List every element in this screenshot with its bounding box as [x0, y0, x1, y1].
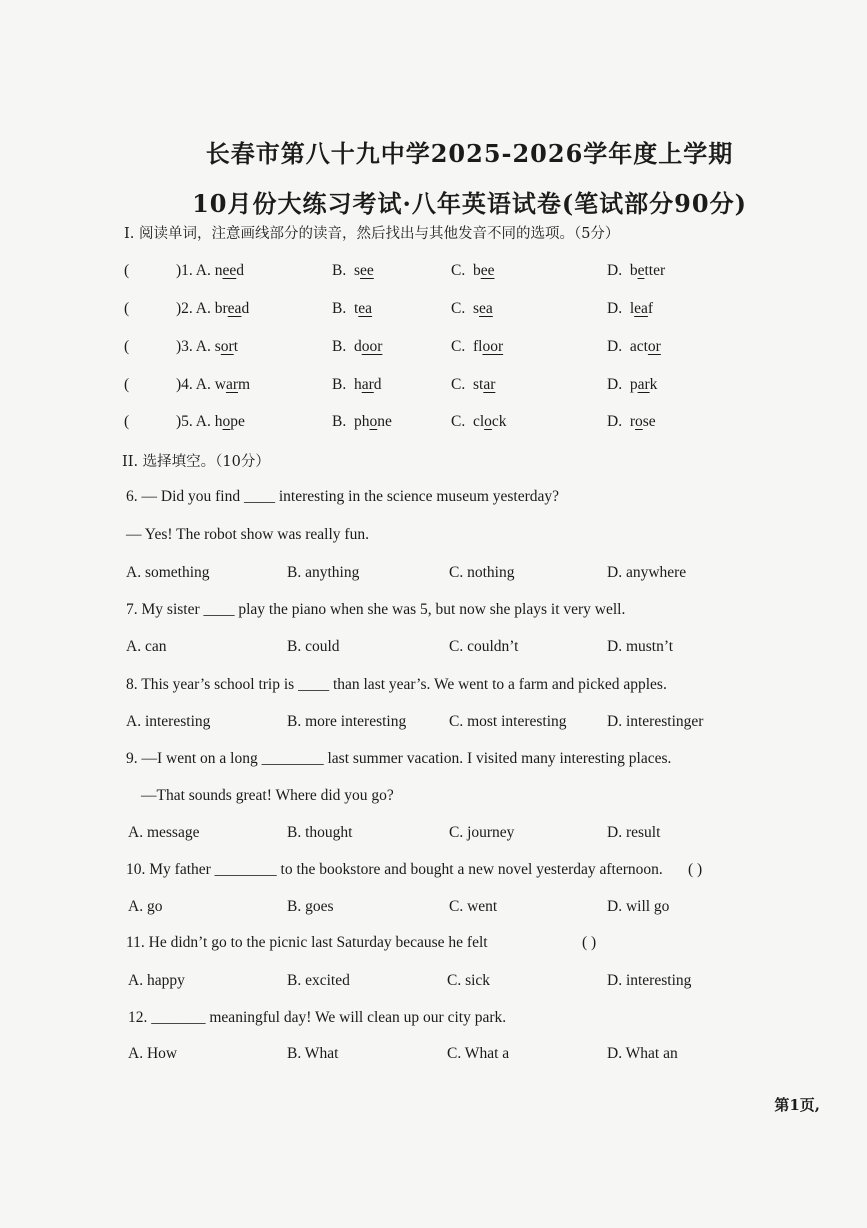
answer-paren: ( [124, 376, 130, 393]
option-a-word: sort [214, 338, 239, 355]
answer-paren: ( [124, 413, 130, 430]
option-c: C. floor [451, 338, 504, 355]
option-d: D. actor [607, 338, 661, 355]
question-6-reply: — Yes! The robot show was really fun. [126, 526, 369, 543]
option-c: C. nothing [449, 564, 515, 581]
option-d: D. What an [607, 1045, 678, 1062]
option-d: D. mustn’t [607, 638, 674, 655]
option-b-word: phone [353, 413, 392, 430]
option-b-word: see [353, 262, 374, 279]
section1-heading: I. 阅读单词，注意画线部分的读音，然后找出与其他发音不同的选项。（5分） [124, 226, 620, 242]
option-c-word: star [472, 376, 496, 393]
page-number: 第1页, [774, 1096, 820, 1114]
option-c-word: bee [472, 262, 495, 279]
section2-heading: II. 选择填空。（10分） [122, 454, 270, 470]
exam-subtitle: 10月份大练习考试·八年英语试卷(笔试部分90分) [192, 189, 747, 218]
option-c: C. What a [447, 1045, 510, 1062]
answer-paren: ( [124, 262, 130, 279]
option-d: D. result [607, 824, 661, 841]
option-c: C. sea [451, 300, 493, 317]
pronunciation-question-2 [0, 300, 867, 322]
option-c: C. journey [449, 824, 515, 841]
question-10-answer-bracket: ( ) [688, 861, 703, 878]
question-11-options [0, 972, 867, 994]
option-b: B. excited [287, 972, 350, 989]
option-d: D. will go [607, 898, 670, 915]
question-7-options [0, 638, 867, 660]
question-number: )1. A. need [176, 262, 245, 279]
option-c: C. star [451, 376, 496, 393]
option-d-word: rose [629, 413, 656, 430]
option-d: D. rose [607, 413, 656, 430]
question-12-options [0, 1045, 867, 1067]
option-c: C. bee [451, 262, 495, 279]
option-a-word: need [214, 262, 245, 279]
question-10-options [0, 898, 867, 920]
option-c: C. sick [447, 972, 491, 989]
option-b: B. hard [332, 376, 382, 393]
option-a-word: warm [214, 376, 251, 393]
option-a: A. interesting [126, 713, 211, 730]
option-a: A. can [126, 638, 167, 655]
option-d: D. anywhere [607, 564, 687, 581]
option-b: B. see [332, 262, 374, 279]
answer-paren: ( [124, 338, 130, 355]
option-b: B. door [332, 338, 383, 355]
question-12-stem: 12. _______ meaningful day! We will clean up our city park. [128, 1009, 507, 1026]
question-number: )2. A. bread [176, 300, 250, 317]
option-a: A. something [126, 564, 210, 581]
option-d: D. park [607, 376, 658, 393]
question-11-stem: 11. He didn’t go to the picnic last Saturday because he felt [126, 934, 488, 951]
option-a: A. go [128, 898, 163, 915]
option-c-word: floor [472, 338, 504, 355]
option-b: B. thought [287, 824, 353, 841]
option-b-word: tea [353, 300, 373, 317]
question-6-options [0, 564, 867, 586]
option-d: D. leaf [607, 300, 654, 317]
option-b: B. more interesting [287, 713, 407, 730]
pronunciation-question-5 [0, 413, 867, 435]
option-c: C. most interesting [449, 713, 567, 730]
option-a-word: bread [214, 300, 250, 317]
question-8-options [0, 713, 867, 735]
option-a: A. happy [128, 972, 185, 989]
question-7-stem: 7. My sister ____ play the piano when she was 5, but now she plays it very well. [126, 601, 626, 618]
question-number: )4. A. warm [176, 376, 251, 393]
question-11-answer-bracket: ( ) [582, 934, 597, 951]
question-9-reply: —That sounds great! Where did you go? [141, 787, 394, 804]
option-b: B. anything [287, 564, 360, 581]
option-d: D. interesting [607, 972, 692, 989]
option-c: C. went [449, 898, 498, 915]
question-9-stem: 9. —I went on a long ________ last summer vacation. I visited many interesting places. [126, 750, 672, 767]
question-10-stem: 10. My father ________ to the bookstore and bought a new novel yesterday afternoon. [126, 861, 663, 878]
question-number: )3. A. sort [176, 338, 239, 355]
question-8-stem: 8. This year’s school trip is ____ than last year’s. We went to a farm and picked apples. [126, 676, 667, 693]
answer-paren: ( [124, 300, 130, 317]
option-b: B. What [287, 1045, 339, 1062]
option-b: B. could [287, 638, 340, 655]
option-d-word: actor [629, 338, 661, 355]
option-a: A. How [128, 1045, 178, 1062]
option-c: C. couldn’t [449, 638, 519, 655]
option-b: B. phone [332, 413, 392, 430]
option-b: B. goes [287, 898, 334, 915]
question-9-options [0, 824, 867, 846]
option-a-word: hope [214, 413, 245, 430]
option-d-word: leaf [629, 300, 654, 317]
option-b-word: hard [353, 376, 382, 393]
pronunciation-question-1 [0, 262, 867, 284]
question-6-stem: 6. — Did you find ____ interesting in the science museum yesterday? [126, 488, 560, 505]
pronunciation-question-4 [0, 376, 867, 398]
option-c-word: sea [472, 300, 493, 317]
option-a: A. message [128, 824, 200, 841]
option-b: B. tea [332, 300, 373, 317]
option-c-word: clock [472, 413, 507, 430]
option-b-word: door [353, 338, 383, 355]
option-d-word: better [629, 262, 666, 279]
option-c: C. clock [451, 413, 507, 430]
option-d: D. better [607, 262, 666, 279]
option-d-word: park [629, 376, 658, 393]
pronunciation-question-3 [0, 338, 867, 360]
option-d: D. interestinger [607, 713, 704, 730]
question-number: )5. A. hope [176, 413, 245, 430]
exam-title: 长春市第八十九中学2025-2026学年度上学期 [205, 139, 734, 168]
